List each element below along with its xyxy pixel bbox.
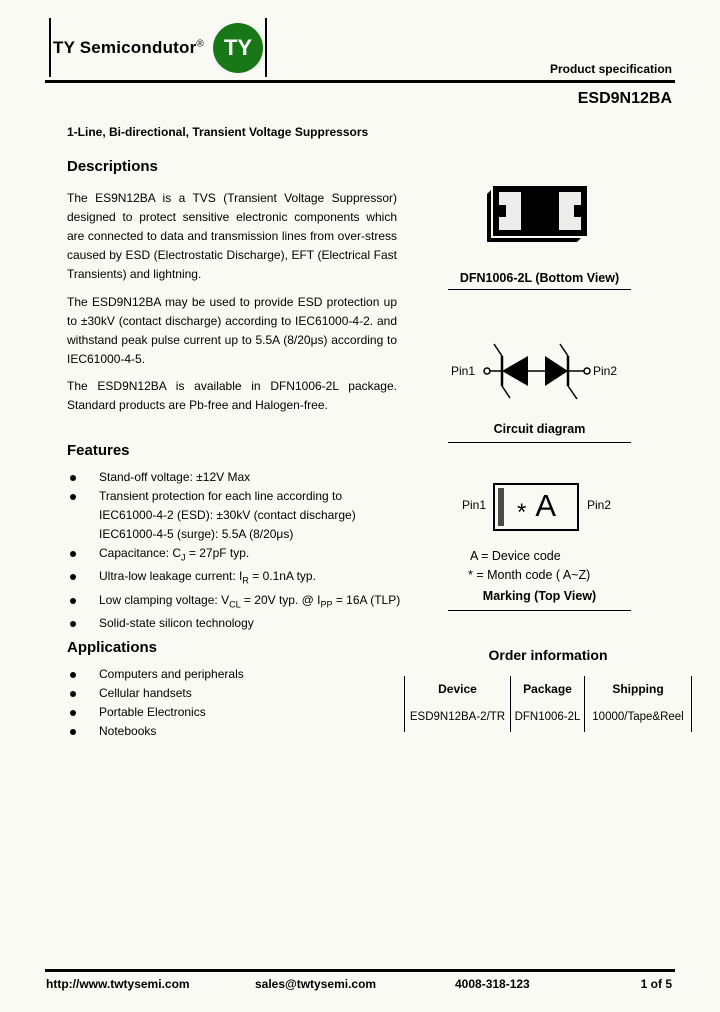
feature-text: IEC61000-4-5 (surge): 5.5A (8/20μs) [99, 527, 294, 541]
order-col-header-device: Device [404, 676, 510, 702]
bullet-icon [70, 598, 76, 604]
header-divider [45, 80, 675, 83]
feature-item [67, 544, 427, 567]
bullet-icon [70, 691, 76, 697]
bullet-icon [70, 475, 76, 481]
bullet-icon [70, 710, 76, 716]
feature-item [67, 567, 427, 590]
application-text: Portable Electronics [99, 705, 206, 719]
application-item [67, 703, 367, 722]
month-code-mark: * [517, 499, 527, 526]
feature-item [67, 487, 427, 506]
product-spec-label: Product specification [549, 62, 672, 76]
application-text: Notebooks [99, 724, 157, 738]
document-subtitle: 1-Line, Bi-directional, Transient Voltage Suppressors [67, 125, 369, 139]
registered-mark: ® [196, 37, 204, 49]
feature-text: Transient protection for each line according to [99, 489, 343, 503]
feature-text: IEC61000-4-2 (ESD): ±30kV (contact discharge) [99, 508, 356, 522]
descriptions-heading: Descriptions [67, 158, 158, 175]
features-list [67, 468, 427, 633]
feature-item [67, 614, 427, 633]
feature-text: Low clamping voltage: $V_{CL} = 20V$ typ. @ $I_{PP} = 16A$ (TLP) [99, 592, 401, 610]
order-information-table [404, 676, 692, 732]
bullet-icon [70, 621, 76, 627]
order-cell-package: DFN1006-2L [510, 702, 584, 732]
order-col-header-shipping: Shipping [584, 676, 692, 702]
applications-heading: Applications [67, 639, 158, 656]
brand-text: TY Semicondutor [52, 37, 197, 57]
footer-website: http://www.twtysemi.com [46, 977, 190, 991]
bullet-icon [70, 672, 76, 678]
circuit-pin1-label: Pin1 [451, 364, 476, 378]
ty-logo-icon: TY [213, 23, 263, 73]
marking-pin1-label: Pin1 [461, 498, 486, 512]
circuit-caption-rule [448, 442, 631, 443]
footer-page-number: 1 of 5 [640, 977, 672, 991]
order-cell-shipping: 10000/Tape&Reel [584, 702, 692, 732]
application-item [67, 722, 367, 741]
feature-text: Solid-state silicon technology [99, 616, 254, 631]
feature-text: Ultra-low leakage current: $I_R = 0.1nA$ typ. [99, 569, 316, 586]
brand-name [53, 38, 204, 58]
device-code-mark: A [535, 488, 557, 523]
package-caption-rule [448, 289, 631, 290]
marking-legend-device-code: A = Device code [470, 549, 561, 563]
marking-caption: Marking (Top View) [482, 589, 597, 603]
marking-legend-month-code: * = Month code ( A~Z) [468, 568, 591, 582]
description-paragraph-2: The ESD9N12BA may be used to provide ESD protection up to ±30kV (contact discharge) according to IEC61000-4-2. and withstand peak pulse current up to 5.5A (8/20μs) according to IEC61000-4-5. [67, 295, 397, 366]
footer-email: sales@twtysemi.com [255, 977, 377, 991]
footer-divider [45, 969, 675, 972]
circuit-diagram-image [447, 336, 652, 406]
application-text: Computers and peripherals [99, 667, 244, 681]
footer-phone: 4008-318-123 [455, 977, 530, 991]
feature-item-continuation [67, 525, 427, 544]
pin1-indicator-bar-icon [498, 488, 504, 526]
application-item [67, 684, 367, 703]
features-heading: Features [67, 442, 130, 459]
brand-logo-box [49, 18, 267, 77]
description-paragraph-1: The ES9N12BA is a TVS (Transient Voltage Suppressor) designed to protect sensitive electronic components which are connected to data and transmission lines from over-stress caused by ESD (Electrostatic Discharge), EFT (Electrical Fast Transients) and lightning. [67, 191, 397, 281]
feature-item-continuation [67, 506, 427, 525]
marking-package-outline [493, 483, 579, 531]
feature-item [67, 468, 427, 487]
order-col-header-package: Package [510, 676, 584, 702]
application-item [67, 665, 367, 684]
package-caption: DFN1006-2L (Bottom View) [459, 271, 620, 285]
bullet-icon [70, 551, 76, 557]
feature-text: Capacitance: $C_J = 27pF$ typ. [99, 546, 250, 563]
bullet-icon [70, 729, 76, 735]
circuit-caption: Circuit diagram [493, 422, 586, 436]
bullet-icon [70, 574, 76, 580]
part-number-title: ESD9N12BA [577, 90, 672, 107]
application-text: Cellular handsets [99, 686, 192, 700]
feature-item [67, 591, 427, 614]
circuit-pin2-label: Pin2 [593, 364, 618, 378]
order-cell-device: ESD9N12BA-2/TR [404, 702, 510, 732]
marking-pin2-label: Pin2 [587, 498, 612, 512]
feature-text: Stand-off voltage: ±12V Max [99, 470, 251, 484]
bullet-icon [70, 494, 76, 500]
order-information-heading: Order information [488, 647, 608, 663]
applications-list [67, 665, 367, 741]
marking-caption-rule [448, 610, 631, 611]
package-bottom-view-image [477, 184, 597, 252]
description-paragraph-3: The ESD9N12BA is available in DFN1006-2L package. Standard products are Pb-free and Halogen-free. [67, 379, 397, 412]
